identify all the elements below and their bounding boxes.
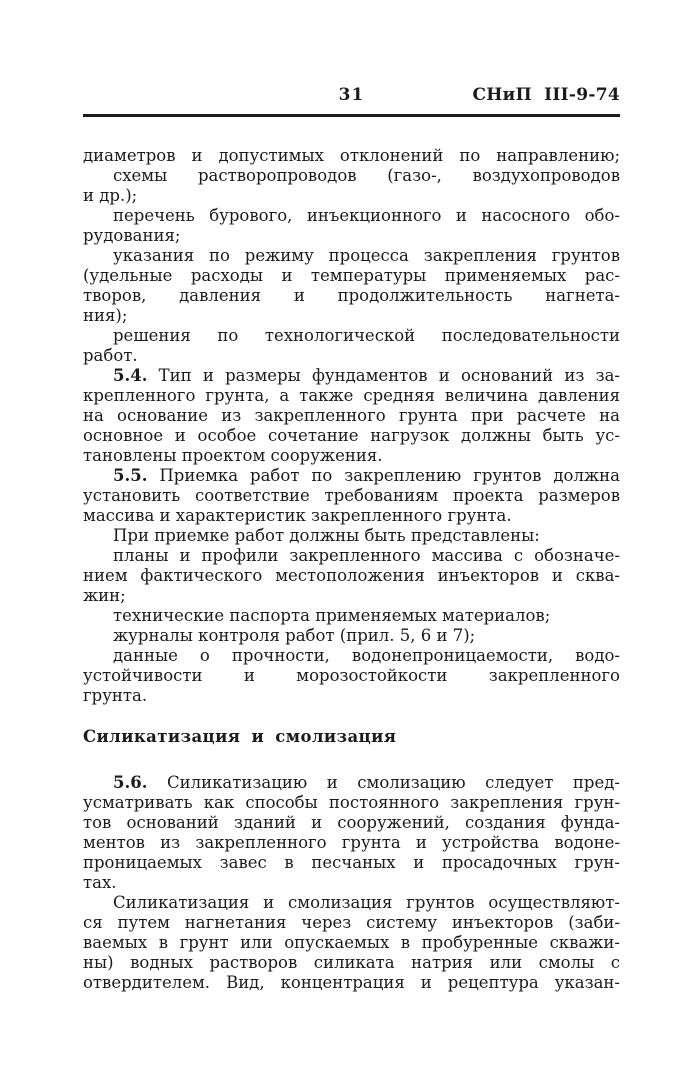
body-text — [83, 146, 620, 993]
text-column — [83, 0, 620, 993]
header-rule — [83, 114, 620, 117]
text-line: планы и профили закрепленного массива с обозначе- — [113, 546, 620, 565]
text-line: При приемке работ должны быть представлены: — [113, 526, 540, 545]
text-line: тах. — [83, 873, 117, 892]
text-line: перечень бурового, инъекционного и насосного обо- — [113, 206, 620, 225]
text-line: ментов из закрепленного грунта и устройства водоне- — [83, 833, 620, 852]
text-line: тов оснований зданий и сооружений, создания фунда- — [83, 813, 620, 832]
text-line: схемы растворопроводов (газо-, воздухопроводов — [113, 166, 620, 185]
text-line: тановлены проектом сооружения. — [83, 446, 383, 465]
text-line: рудования; — [83, 226, 181, 245]
text-line: устойчивости и морозостойкости закрепленного — [83, 666, 620, 685]
text-line: работ. — [83, 346, 138, 365]
text-line: данные о прочности, водонепроницаемости, водо- — [113, 646, 620, 665]
text-line: 5.5. Приемка работ по закреплению грунтов должна — [113, 466, 620, 485]
page-header — [83, 86, 620, 104]
text-line: отвердителем. Вид, концентрация и рецептура указан- — [83, 973, 620, 992]
text-line: грунта. — [83, 686, 148, 705]
doc-code: СНиП III-9-74 — [472, 85, 620, 105]
text-line: установить соответствие требованиям проекта размеров — [83, 486, 620, 505]
text-line: указания по режиму процесса закрепления грунтов — [113, 246, 620, 265]
text-line: Силикатизация и смолизация грунтов осуществляют- — [113, 893, 620, 912]
text-line: творов, давления и продолжительность нагнета- — [83, 286, 620, 305]
page-number: 31 — [338, 85, 365, 105]
text-line: и др.); — [83, 186, 138, 205]
text-line: технические паспорта применяемых материалов; — [113, 606, 551, 625]
clause-number: 5.4. — [113, 366, 148, 385]
text-line: на основание из закрепленного грунта при расчете на — [83, 406, 620, 425]
text-line: ны) водных растворов силиката натрия или смолы с — [83, 953, 620, 972]
text-line: диаметров и допустимых отклонений по направлению; — [83, 146, 620, 165]
text-line: 5.4. Тип и размеры фундаментов и оснований из за- — [113, 366, 620, 385]
text-line: ния); — [83, 306, 128, 325]
text-block-2 — [83, 773, 620, 993]
clause-number: 5.6. — [113, 773, 148, 792]
text-line: ся путем нагнетания через систему инъекторов (заби- — [83, 913, 620, 932]
text-block-1 — [83, 146, 620, 706]
text-line: усматривать как способы постоянного закрепления грун- — [83, 793, 620, 812]
text-line: решения по технологической последовательности — [113, 326, 620, 345]
text-line: основное и особое сочетание нагрузок должны быть ус- — [83, 426, 620, 445]
text-line: (удельные расходы и температуры применяемых рас- — [83, 266, 620, 285]
text-line: 5.6. Силикатизацию и смолизацию следует пред- — [113, 773, 620, 792]
text-line: жин; — [83, 586, 126, 605]
clause-number: 5.5. — [113, 466, 148, 485]
text-line: крепленного грунта, а также средняя величина давления — [83, 386, 620, 405]
text-line: массива и характеристик закрепленного грунта. — [83, 506, 512, 525]
section-heading: Силикатизация и смолизация — [83, 727, 397, 746]
text-line: ваемых в грунт или опускаемых в пробуренные скважи- — [83, 933, 620, 952]
text-line: нием фактического местоположения инъекторов и сква- — [83, 566, 620, 585]
text-line: проницаемых завес в песчаных и просадочных грун- — [83, 853, 620, 872]
text-line: журналы контроля работ (прил. 5, 6 и 7); — [113, 626, 476, 645]
